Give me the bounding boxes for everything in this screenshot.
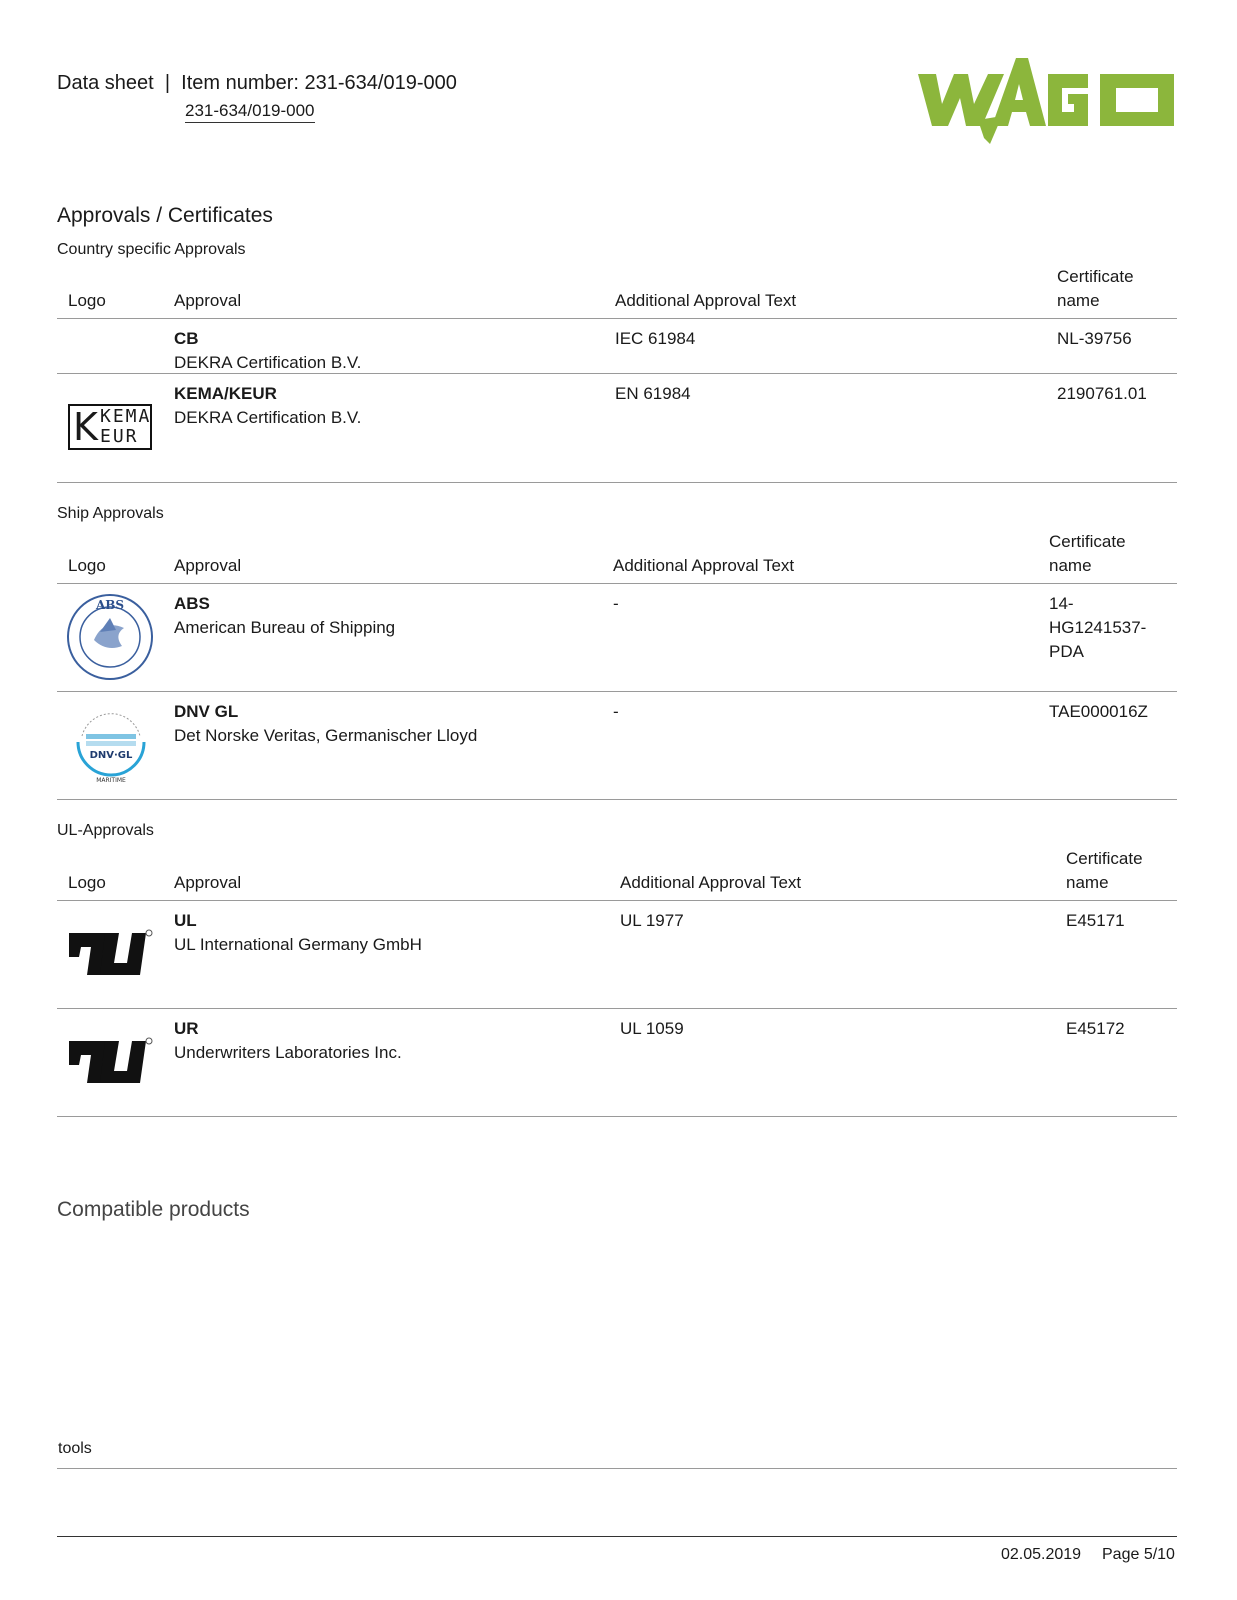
wago-logo xyxy=(918,58,1174,144)
table-header xyxy=(57,265,1177,319)
table-row xyxy=(57,319,1177,374)
approval-org: UL International Germany GmbH xyxy=(174,935,422,954)
abs-seal-logo xyxy=(66,592,154,682)
table-row xyxy=(57,584,1177,692)
document-title: Data sheet | Item number: 231-634/019-000 xyxy=(57,72,457,94)
ship-approvals-heading: Ship Approvals xyxy=(57,505,164,522)
approval-name: UR xyxy=(174,1019,199,1038)
table-header xyxy=(57,530,1177,584)
approval-org: DEKRA Certification B.V. xyxy=(174,408,362,427)
table-row xyxy=(57,692,1177,800)
compatible-products-heading: Compatible products xyxy=(57,1198,250,1221)
country-approvals-table xyxy=(57,265,1177,483)
table-row xyxy=(57,901,1177,1009)
svg-text:MARITIME: MARITIME xyxy=(96,777,126,784)
col-certificate-name: Certificate name xyxy=(1049,532,1126,575)
col-certificate-name: Certificate name xyxy=(1057,267,1134,310)
approval-org: Det Norske Veritas, Germanischer Lloyd xyxy=(174,726,478,745)
col-logo: Logo xyxy=(68,873,106,892)
item-number-link[interactable]: 231-634/019-000 xyxy=(185,101,315,123)
approval-name: UL xyxy=(174,911,197,930)
col-approval: Approval xyxy=(174,291,242,310)
col-additional-text: Additional Approval Text xyxy=(620,873,802,892)
approval-name: KEMA/KEUR xyxy=(174,384,277,403)
ship-approvals-table xyxy=(57,530,1177,800)
ul-approvals-table xyxy=(57,847,1177,1117)
col-certificate-name: Certificate name xyxy=(1066,849,1143,892)
col-logo: Logo xyxy=(68,291,106,310)
table-row xyxy=(57,1009,1177,1117)
approval-org: American Bureau of Shipping xyxy=(174,618,396,637)
certificate-name: 2190761.01 xyxy=(1057,384,1147,403)
additional-text: - xyxy=(613,702,619,721)
additional-text: IEC 61984 xyxy=(615,329,696,348)
footer-divider xyxy=(57,1536,1177,1537)
additional-text: UL 1059 xyxy=(620,1019,684,1038)
ul-approvals-heading: UL-Approvals xyxy=(57,822,154,839)
table-header xyxy=(57,847,1177,901)
footer-date: 02.05.2019 xyxy=(1001,1546,1082,1563)
col-additional-text: Additional Approval Text xyxy=(613,556,795,575)
svg-text:ABS: ABS xyxy=(95,598,125,612)
approval-name: CB xyxy=(174,329,199,348)
certificate-name: E45171 xyxy=(1066,911,1125,930)
approval-name: ABS xyxy=(174,594,210,613)
country-approvals-heading: Country specific Approvals xyxy=(57,241,246,258)
col-approval: Approval xyxy=(174,873,242,892)
approval-org: DEKRA Certification B.V. xyxy=(174,353,362,372)
approval-org: Underwriters Laboratories Inc. xyxy=(174,1043,402,1062)
certificate-name: NL-39756 xyxy=(1057,329,1132,348)
dnv-gl-logo xyxy=(72,706,150,786)
certificate-name: 14- HG1241537- PDA xyxy=(1049,594,1147,661)
additional-text: EN 61984 xyxy=(615,384,691,403)
ul-listed-mark xyxy=(67,927,155,981)
svg-text:DNV·GL: DNV·GL xyxy=(89,750,133,761)
tools-subheading: tools xyxy=(58,1440,92,1457)
section-heading-approvals: Approvals / Certificates xyxy=(57,204,273,227)
certificate-name: TAE000016Z xyxy=(1049,702,1148,721)
col-approval: Approval xyxy=(174,556,242,575)
kema-keur-logo: K KEMA EUR xyxy=(68,404,152,450)
col-logo: Logo xyxy=(68,556,106,575)
ur-recognized-mark xyxy=(67,1035,155,1089)
approval-name: DNV GL xyxy=(174,702,239,721)
certificate-name: E45172 xyxy=(1066,1019,1125,1038)
table-row xyxy=(57,374,1177,483)
col-additional-text: Additional Approval Text xyxy=(615,291,797,310)
additional-text: UL 1977 xyxy=(620,911,684,930)
tools-divider xyxy=(57,1468,1177,1469)
additional-text: - xyxy=(613,594,619,613)
footer-page-number: Page 5/10 xyxy=(1102,1546,1175,1563)
